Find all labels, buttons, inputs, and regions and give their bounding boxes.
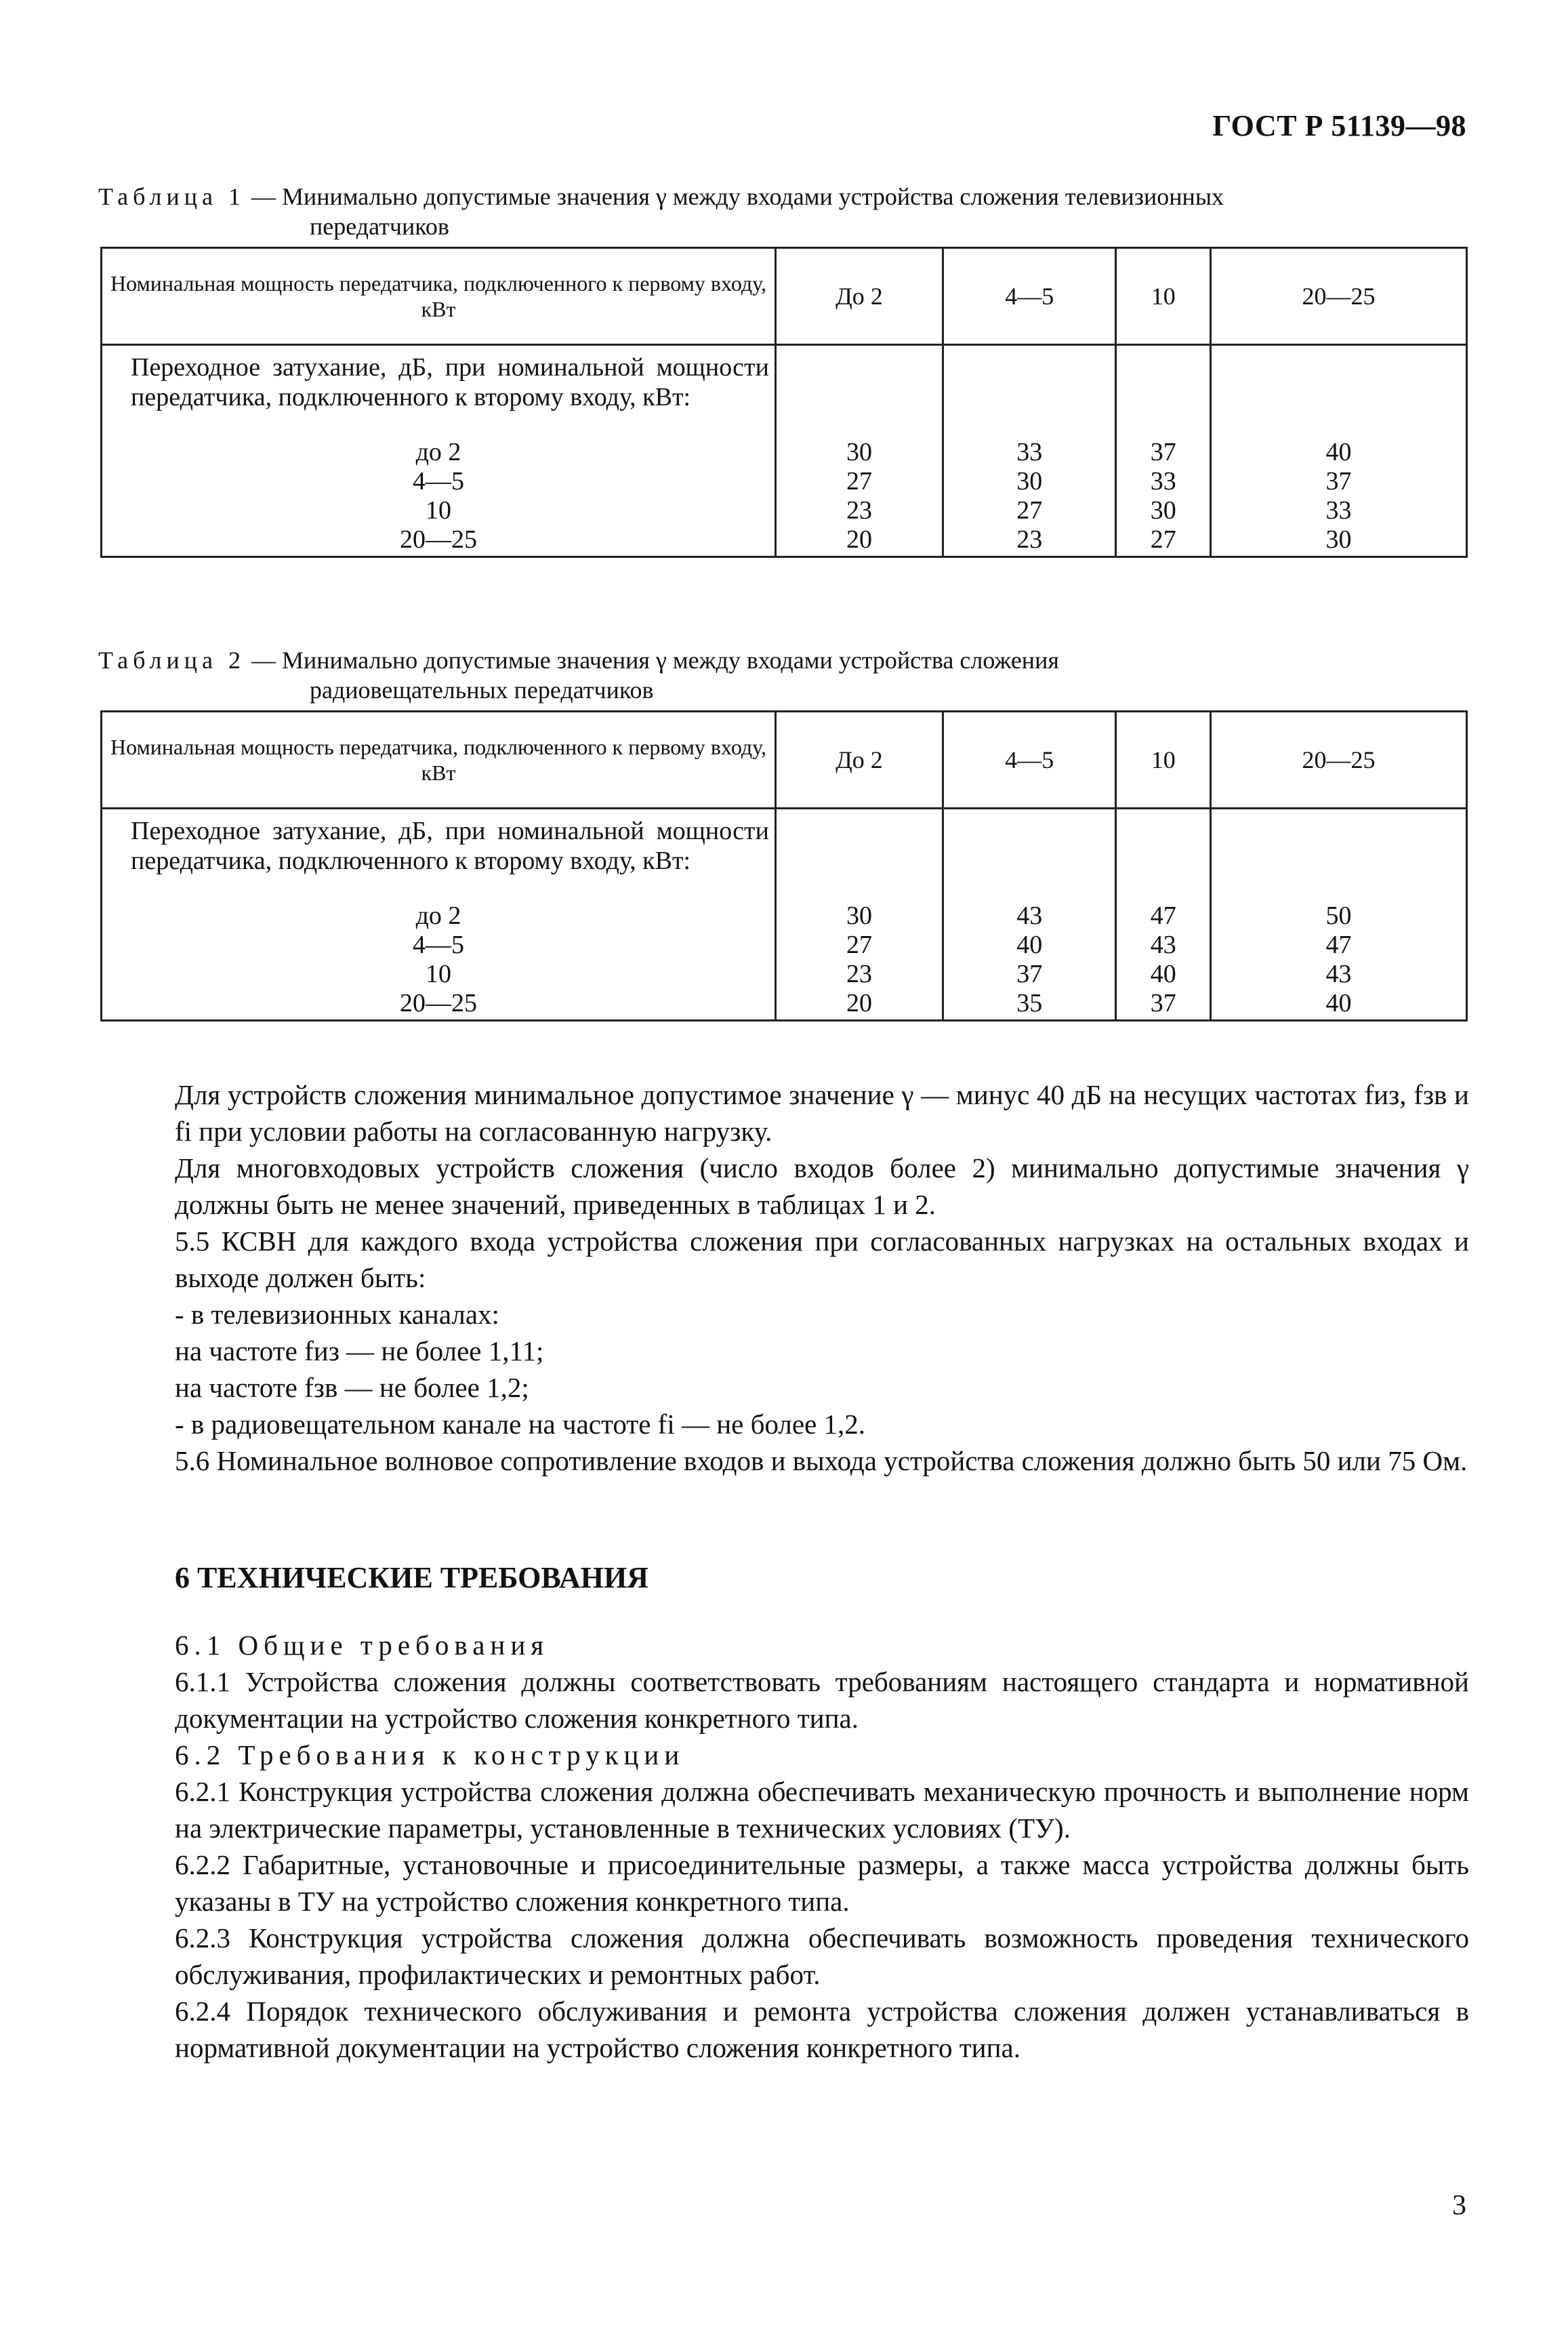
paragraph: 5.5 КСВН для каждого входа устройства сложения при согласованных нагрузках на остальных входах и выходе должен быть: [175,1226,1469,1293]
param-description: Переходное затухание, дБ, при номинальной мощности передатчика, подключенного к второму входу, кВт: [131,817,769,875]
paragraph: Для многовходовых устройств сложения (число входов более 2) минимально допустимые значения γ должны быть не менее значений, приведенных в таблицах 1 и 2. [175,1152,1469,1220]
table-cell: 33 [1016,438,1043,466]
paragraph: 5.6 Номинальное волновое сопротивление входов и выхода устройства сложения должно быть 50 или 75 Ом. [175,1445,1468,1476]
table2-caption [98,645,1474,705]
table-cell: 37 [1325,467,1352,495]
paragraph: 6.2.2 Габаритные, установочные и присоединительные размеры, а также масса устройства должны быть указаны в ТУ на устройство сложения конкретного типа. [175,1849,1469,1917]
table-cell: 30 [846,438,873,466]
table-cell: 27 [1016,496,1043,525]
paragraph: 6.1.1 Устройства сложения должны соответствовать требованиям настоящего стандарта и нормативной документации на устройство сложения конкретного типа. [175,1666,1469,1734]
param-cell [102,345,776,557]
standard-code: ГОСТ Р 51139—98 [1212,109,1466,142]
table-cell: 27 [846,467,873,495]
row-labels [102,876,775,1019]
paragraph: 6.2.3 Конструкция устройства сложения должна обеспечивать возможность проведения технического обслуживания, профилактических и ремонтных работ. [175,1922,1469,1990]
column-header: 4—5 [943,712,1116,809]
value-column [776,809,943,1021]
table-cell: 30 [846,902,873,930]
value-column [1116,345,1211,557]
table-cell: 37 [1150,989,1176,1017]
header-param-cell: Номинальная мощность передатчика, подключенного к первому входу, кВт [102,248,776,345]
column-header: До 2 [776,712,943,809]
table-cell: 23 [1016,525,1043,554]
table1-caption [98,182,1474,241]
table2-title-cont: радиовещательных передатчиков [310,676,654,704]
value-column [943,809,1116,1021]
table-cell: 27 [846,931,873,959]
paragraph: на частоте fиз — не более 1,11; [175,1335,544,1366]
table1-title-cont: передатчиков [310,213,449,240]
table1 [100,247,1468,558]
column-header: 20—25 [1211,712,1467,809]
table-cell: 20 [846,525,873,554]
section-title: 6 ТЕХНИЧЕСКИЕ ТРЕБОВАНИЯ [175,1561,648,1594]
column-header: 10 [1116,248,1211,345]
row-label: до 2 [415,902,461,930]
paragraph: - в телевизионных каналах: [175,1299,499,1330]
table-cell: 30 [1325,525,1352,554]
value-column [1211,809,1467,1021]
column-header: 10 [1116,712,1211,809]
table-cell: 40 [1325,989,1352,1017]
subsection-heading: 6.1 Общие требования [175,1629,550,1661]
table2-label: Таблица 2 [98,647,245,674]
table-cell: 20 [846,989,873,1017]
row-label: до 2 [415,438,461,466]
table-cell: 35 [1016,989,1043,1017]
row-label: 4—5 [413,467,464,495]
header-param-cell: Номинальная мощность передатчика, подключенного к первому входу, кВт [102,712,776,809]
param-cell [102,809,776,1021]
table-cell: 47 [1150,902,1176,930]
table-cell: 37 [1150,438,1176,466]
row-label: 4—5 [413,931,464,959]
table-header-row [102,712,1467,809]
page-number: 3 [1452,2190,1466,2221]
table-cell: 30 [1016,467,1043,495]
table-body-row [102,809,1467,1021]
row-labels [102,412,775,556]
table-header-row [102,248,1467,345]
row-label: 20—25 [400,525,477,554]
value-column [776,345,943,557]
param-description: Переходное затухание, дБ, при номинальной мощности передатчика, подключенного к второму входу, кВт: [131,353,769,411]
table-cell: 43 [1325,960,1352,988]
paragraph: 6.2.4 Порядок технического обслуживания и ремонта устройства сложения должен устанавливаться в нормативной документации на устройство сложения конкретного типа. [175,1996,1469,2063]
value-column [943,345,1116,557]
row-label: 20—25 [400,989,477,1017]
section6-text [175,1627,1469,2066]
table-cell: 23 [846,960,873,988]
table-cell: 43 [1016,902,1043,930]
table-cell: 33 [1150,467,1176,495]
row-label: 10 [426,960,451,988]
column-header: До 2 [776,248,943,345]
value-column [1116,809,1211,1021]
row-label: 10 [426,496,451,525]
value-column [1211,345,1467,557]
subsection-heading: 6.2 Требования к конструкции [175,1739,685,1770]
paragraph: 6.2.1 Конструкция устройства сложения должна обеспечивать механическую прочность и выполнение норм на электрические параметры, установленные в технических условиях (ТУ). [175,1776,1469,1844]
paragraph: на частоте fзв — не более 1,2; [175,1372,529,1403]
table-cell: 40 [1016,931,1043,959]
paragraph: - в радиовещательном канале на частоте fi — не более 1,2. [175,1409,866,1440]
table2 [100,710,1468,1021]
table2-title: — Минимально допустимые значения γ между входами устройства сложения [251,647,1059,674]
table-cell: 40 [1325,438,1352,466]
table1-title: — Минимально допустимые значения γ между входами устройства сложения телевизионных [251,183,1224,210]
table-cell: 30 [1150,496,1176,525]
table-cell: 40 [1150,960,1176,988]
table-body-row [102,345,1467,557]
paragraph: Для устройств сложения минимальное допустимое значение γ — минус 40 дБ на несущих частотах fиз, fзв и fi при условии работы на согласованную нагрузку. [175,1079,1469,1147]
body-text [175,1076,1469,1479]
table1-label: Таблица 1 [98,183,245,210]
table-cell: 43 [1150,931,1176,959]
table-cell: 50 [1325,902,1352,930]
table-cell: 33 [1325,496,1352,525]
table-cell: 23 [846,496,873,525]
table-cell: 47 [1325,931,1352,959]
column-header: 20—25 [1211,248,1467,345]
table-cell: 37 [1016,960,1043,988]
column-header: 4—5 [943,248,1116,345]
table-cell: 27 [1150,525,1176,554]
